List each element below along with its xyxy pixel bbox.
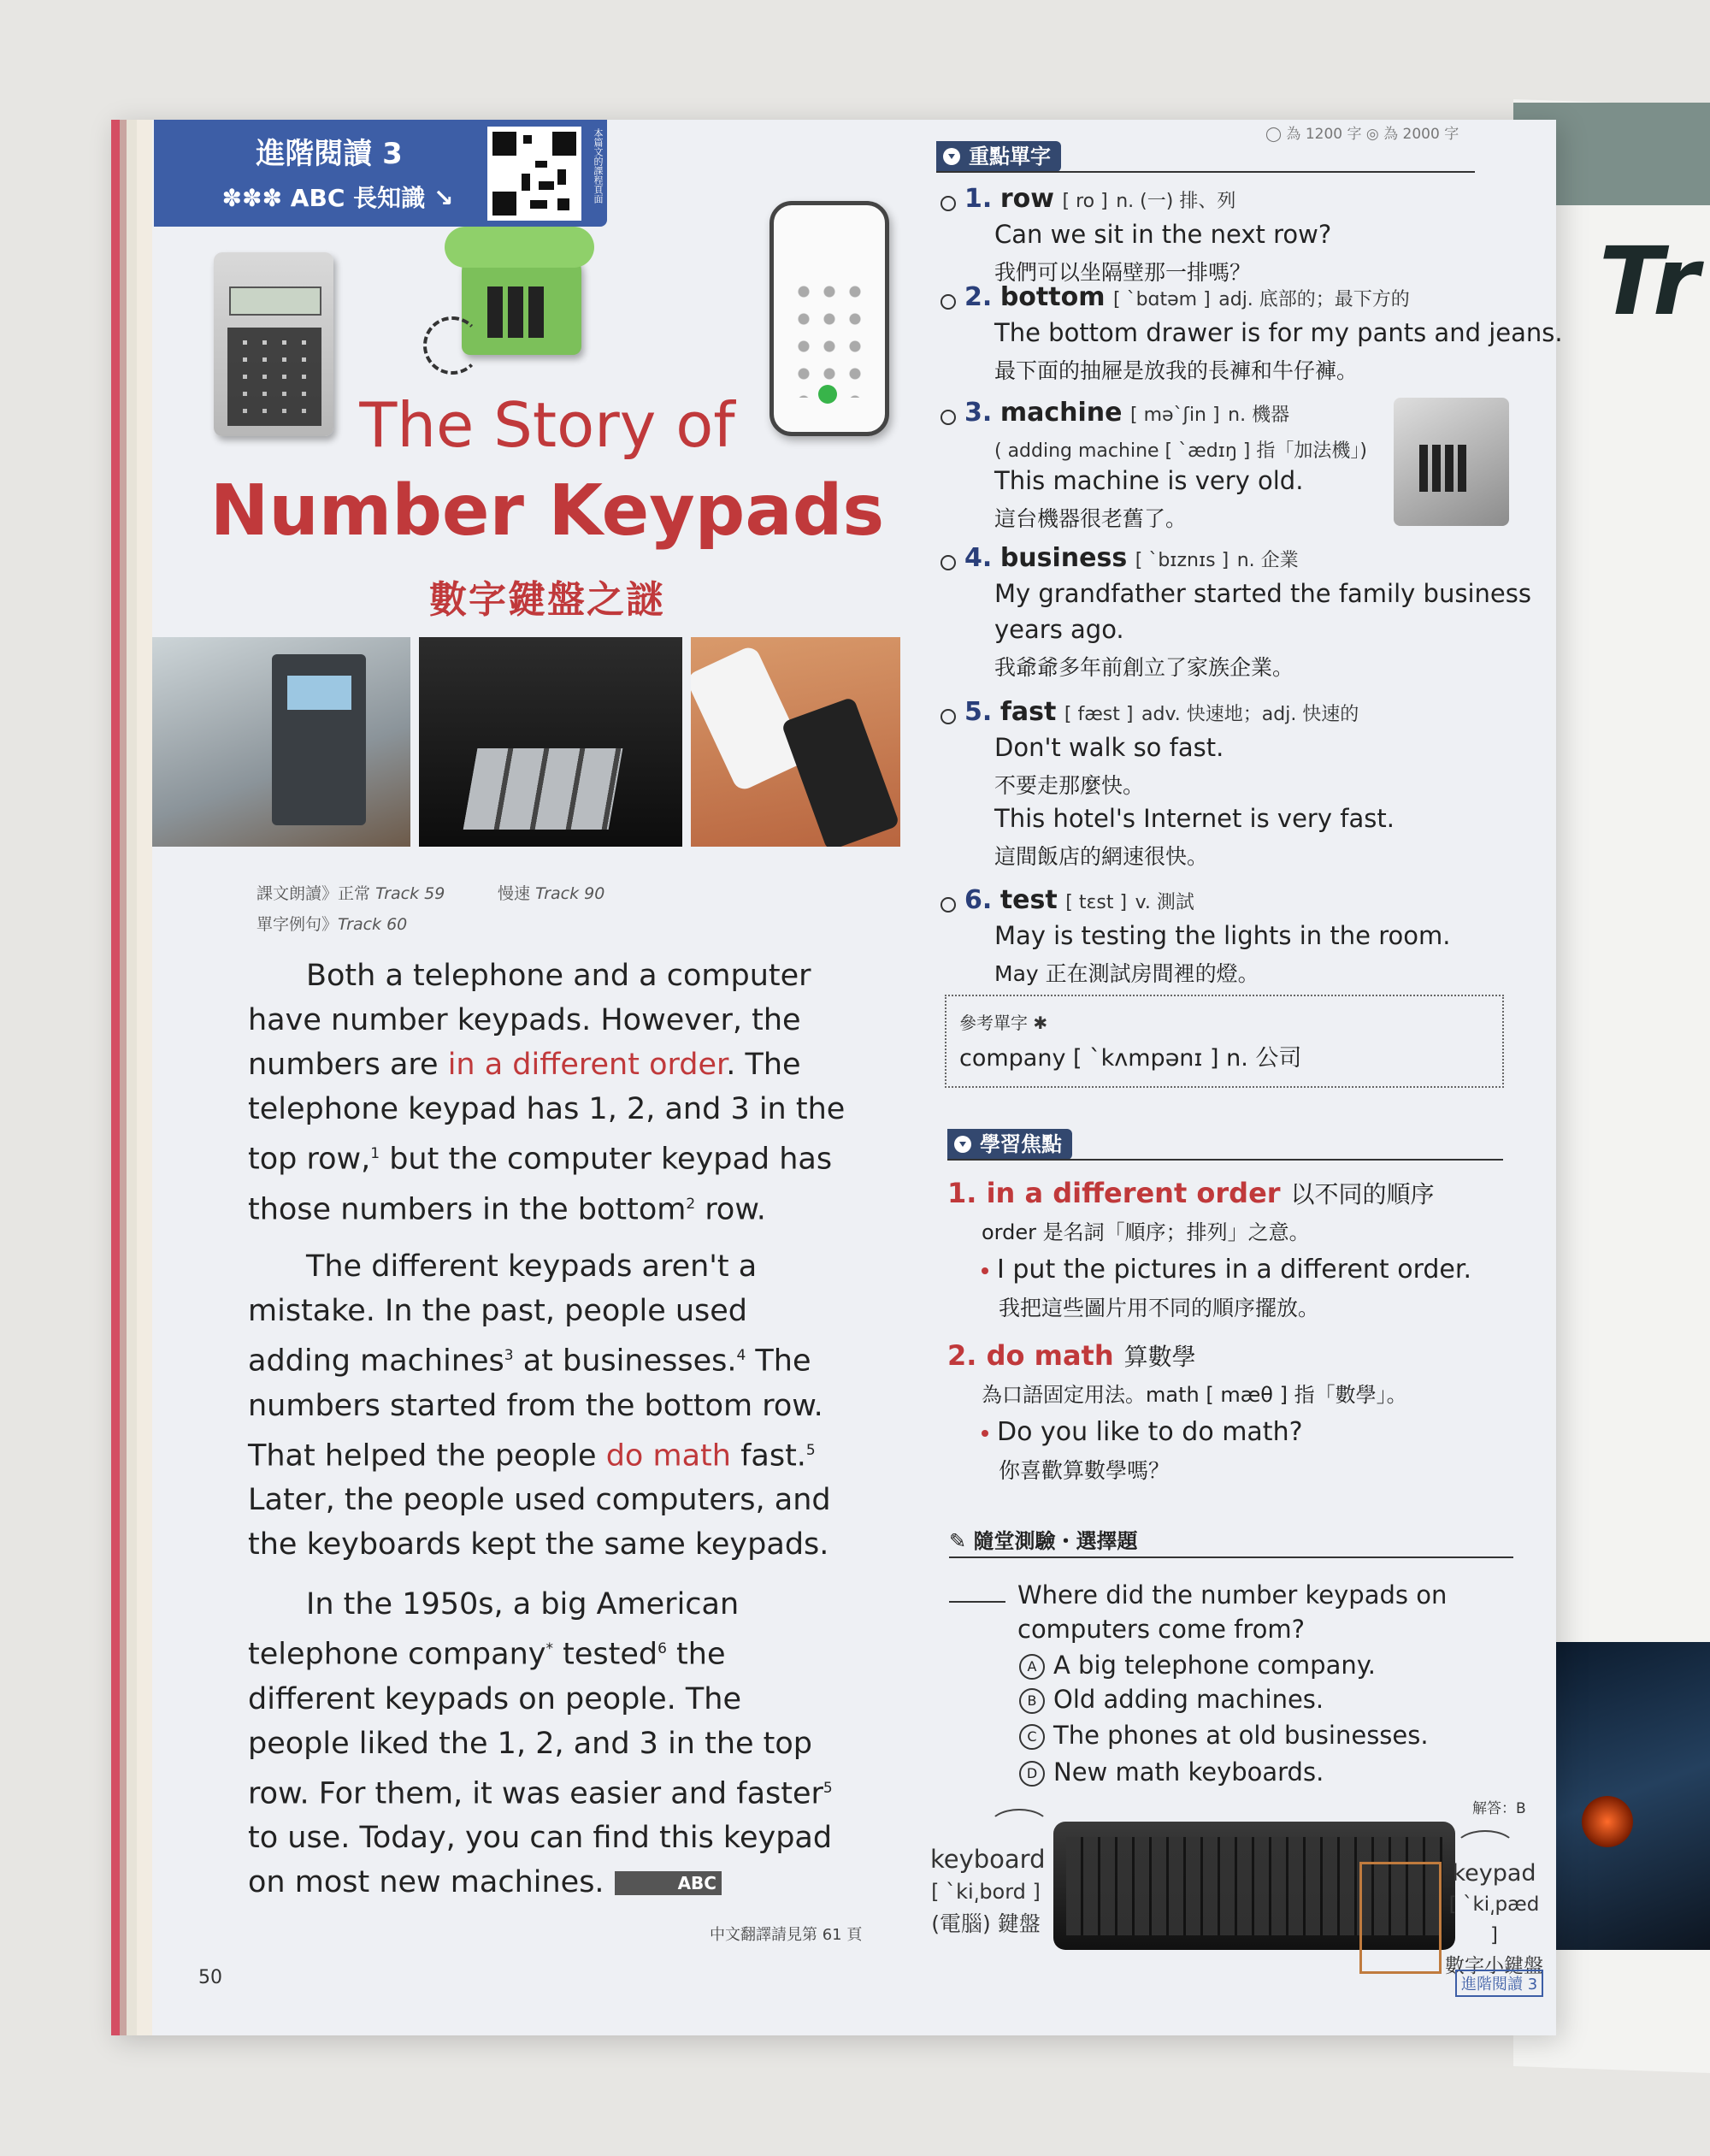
quiz-heading: ✎ 隨堂測驗・選擇題 <box>949 1529 1138 1553</box>
quiz-option-b[interactable]: B Old adding machines. <box>1019 1685 1324 1714</box>
next-page-title: Tr <box>1599 227 1700 336</box>
next-page-photo <box>1530 1642 1710 1950</box>
payment-terminal-photo <box>691 637 900 847</box>
checkbox-circle-icon <box>940 897 956 913</box>
divider <box>947 1159 1503 1161</box>
checkbox-circle-icon <box>940 410 956 425</box>
door-keypad-photo <box>152 637 410 847</box>
qr-caption: 本篇文的課程頁面 <box>593 128 604 204</box>
end-mark: ABC <box>615 1871 722 1895</box>
quiz-answer: 解答：B <box>1472 1800 1526 1817</box>
quiz-option-c[interactable]: C The phones at old businesses. <box>1019 1721 1429 1750</box>
section-title: 進階閱讀 3 <box>256 137 403 171</box>
section-subtitle: ✽✽✽ ABC 長知識 ↘ <box>221 184 454 212</box>
track-reading[interactable]: 課文朗讀》正常 Track 59 <box>256 884 445 903</box>
article-paragraph-2: The different keypads aren't a mistake. In the past, people used adding machines$^3$ at businesses.$^4$ The numbers started from the bottom row. That helped the people do math fast.$^5$ Later, the people used computers, and the keyboards kept the same keypads. <box>248 1249 831 1562</box>
arrow-icon <box>988 1809 1051 1846</box>
track-slow[interactable]: 慢速 Track 90 <box>498 884 605 903</box>
phrase-highlight: do math <box>605 1438 731 1474</box>
quiz-question: Where did the number keypads on computers come from? <box>1017 1580 1448 1644</box>
page-number: 50 <box>198 1967 222 1988</box>
keypad-highlight-box <box>1359 1862 1442 1974</box>
checkbox-circle-icon <box>940 555 956 570</box>
focus-item-do-math: 2. do math 算數學 為口語固定用法。math [ mæθ ] 指「數學」。 Do you like to do math? 你喜歡算數學嗎？ <box>947 1339 1407 1483</box>
play-icon <box>954 1136 971 1153</box>
phone-cord <box>423 316 481 375</box>
divider <box>936 171 1475 173</box>
phrase-highlight: in a different order <box>447 1048 727 1082</box>
article-paragraph-1: Both a telephone and a computer have number keypads. However, the numbers are in a different order. The telephone keypad has 1, 2, and 3 in the top row,$^1$ but the computer keypad has those numbers in the bottom$^2$ row. <box>248 959 846 1227</box>
translation-note: 中文翻譯請見第 61 頁 <box>710 1926 863 1944</box>
bullet-icon <box>982 1267 988 1274</box>
quiz-option-a[interactable]: A A big telephone company. <box>1019 1651 1376 1680</box>
keyboard-label: keyboard [ ˋki͵bord ] (電腦) 鍵盤 <box>930 1845 1046 1936</box>
article-title-line2: Number Keypads <box>209 470 885 552</box>
article-title-line1: The Story of <box>359 389 735 461</box>
atm-keypad-photo <box>419 637 682 847</box>
answer-blank[interactable] <box>949 1601 1005 1603</box>
page-edge <box>111 120 152 2035</box>
bullet-icon <box>982 1430 988 1437</box>
quiz-option-d[interactable]: D New math keyboards. <box>1019 1757 1324 1787</box>
focus-item-different-order: 1. in a different order 以不同的順序 order 是名詞「順序；排列」之意。 I put the pictures in a different order. 我把這些圖片用不同的順序擺放。 <box>947 1177 1471 1320</box>
article-paragraph-3: In the 1950s, a big American telephone company* tested$^6$ the different keypads on people. The people liked the 1, 2, and 3 in the top row. For them, it was easier and faster$^5$ to use. Today, you can find this keypad on most new machines. ABC <box>248 1587 833 1900</box>
keypad-label: keypad [ ˋki͵pæd ] 數字小鍵盤 <box>1445 1860 1543 1977</box>
vocab-heading: 重點單字 <box>936 141 1061 172</box>
play-icon <box>943 148 960 165</box>
divider <box>949 1556 1513 1558</box>
checkbox-circle-icon <box>940 709 956 724</box>
adding-machine-photo <box>1394 398 1509 526</box>
article-title-chinese: 數字鍵盤之謎 <box>429 578 665 622</box>
reference-word: company [ ˋkʌmpənɪ ] n. 公司 <box>959 1045 1302 1072</box>
word-count-legend: ◯ 為 1200 字 ◎ 為 2000 字 <box>1265 126 1459 143</box>
checkbox-circle-icon <box>940 196 956 211</box>
focus-heading: 學習焦點 <box>947 1129 1072 1160</box>
checkbox-circle-icon <box>940 294 956 310</box>
footer-section-tag: 進階閱讀 3 <box>1455 1970 1543 1997</box>
reference-label: 參考單字 ✱ <box>959 1013 1048 1033</box>
track-words[interactable]: 單字例句》Track 60 <box>256 915 408 934</box>
